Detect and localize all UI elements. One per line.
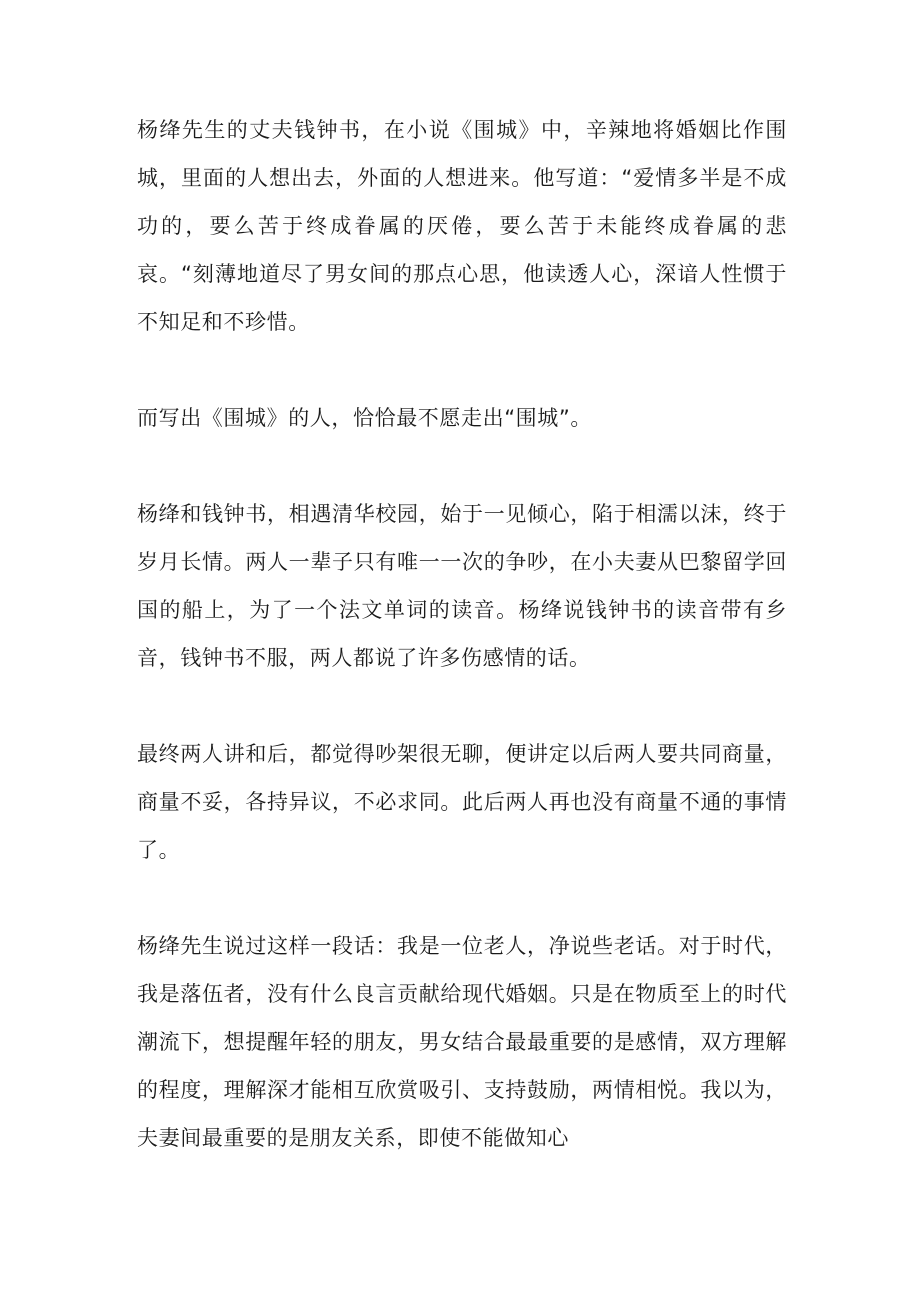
paragraph-gap — [137, 874, 787, 922]
paragraph-1: 杨绛先生的丈夫钱钟书，在小说《围城》中，辛辣地将婚姻比作围城，里面的人想出去，外面的人想进来。他写道：“爱情多半是不成功的，要么苦于终成眷属的厌倦，要么苦于未能终成眷属的悲哀。“刻薄地道尽了男女间的那点心思，他读透人心，深谙人性惯于不知足和不珍惜。 — [137, 118, 787, 334]
paragraph-gap — [137, 346, 787, 394]
paragraph-gap — [137, 682, 787, 730]
paragraph-4: 最终两人讲和后，都觉得吵架很无聊，便讲定以后两人要共同商量，商量不妥，各持异议，不必求同。此后两人再也没有商量不通的事情了。 — [137, 742, 787, 862]
paragraph-gap — [137, 442, 787, 490]
paragraph-2: 而写出《围城》的人，恰恰最不愿走出“围城”。 — [137, 406, 592, 430]
paragraph-3: 杨绛和钱钟书，相遇清华校园，始于一见倾心，陷于相濡以沫，终于岁月长情。两人一辈子只有唯一一次的争吵，在小夫妻从巴黎留学回国的船上，为了一个法文单词的读音。杨绛说钱钟书的读音带有乡音，钱钟书不服，两人都说了许多伤感情的话。 — [137, 502, 787, 670]
document-body — [137, 106, 787, 1162]
paragraph-5: 杨绛先生说过这样一段话：我是一位老人，净说些老话。对于时代，我是落伍者，没有什么良言贡献给现代婚姻。只是在物质至上的时代潮流下，想提醒年轻的朋友，男女结合最最重要的是感情，双方理解的程度，理解深才能相互欣赏吸引、支持鼓励，两情相悦。我以为，夫妻间最重要的是朋友关系，即使不能做知心 — [137, 934, 787, 1150]
